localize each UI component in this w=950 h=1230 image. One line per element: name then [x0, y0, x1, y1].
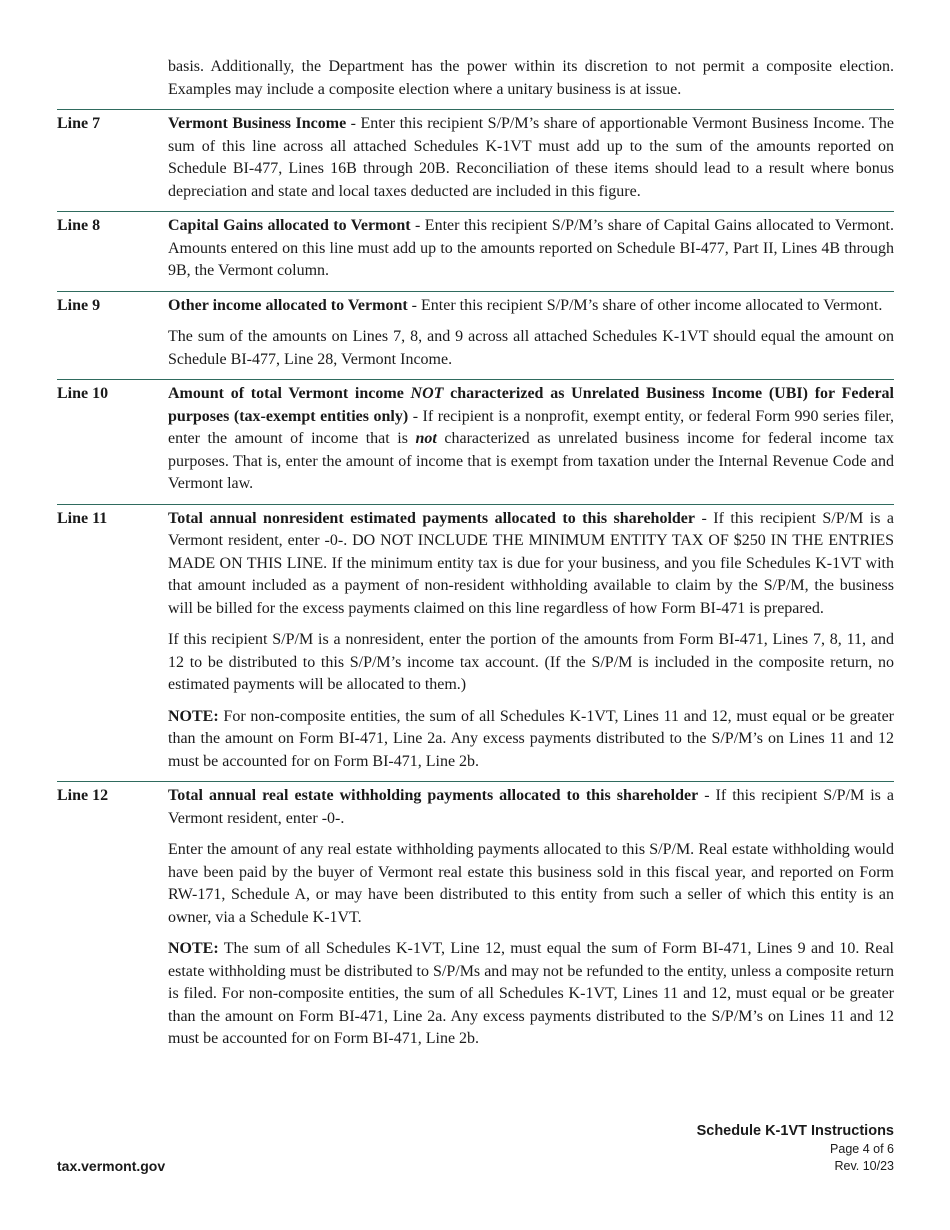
body-text: - Enter this recipient S/P/M’s share of other income allocated to Vermont.	[407, 296, 883, 314]
line-section	[57, 211, 894, 283]
footer-revision: Rev. 10/23	[834, 1159, 894, 1173]
emphasis-text: NOTE:	[168, 707, 219, 725]
line-section	[57, 109, 894, 203]
emphasis-text: not	[415, 430, 437, 447]
line-label: Line 9	[57, 296, 101, 314]
body-text: If this recipient S/P/M is a nonresident, enter the portion of the amounts from Form BI-471, Lines 7, 8, 11, and 12 to be distributed to this S/P/M’s income tax account. (If the S/P/M is included in the composite return, no estimated payments will be allocated to them.)	[168, 631, 894, 693]
body-text: - If this recipient S/P/M is a Vermont resident, enter -0-.	[168, 787, 894, 827]
emphasis-text: characterized as Unrelated Business Income (UBI) for Federal purposes (tax-exempt entities only)	[168, 385, 894, 425]
emphasis-text: Capital Gains allocated to Vermont	[168, 217, 411, 234]
line-paragraph	[168, 326, 894, 371]
emphasis-text: Amount of total Vermont income	[168, 385, 411, 402]
body-text: For non-composite entities, the sum of all Schedules K-1VT, Lines 11 and 12, must equal or be greater than the amount on Form BI-471, Line 2a. Any excess payments distributed to the S/P/M’s on Lines 11 and 12 must be accounted for on Form BI-471, Line 2b.	[168, 707, 894, 770]
line-paragraph	[168, 383, 894, 496]
body-text: Enter the amount of any real estate withholding payments allocated to this S/P/M. Real estate withholding would have been paid by the buyer of Vermont real estate this business sold in this fiscal year, and reported on Form RW-171, Schedule A, or may have been distributed to this entity from such a seller of which this entity is an owner, via a Schedule K-1VT.	[168, 841, 894, 926]
footer-document-info	[697, 1121, 894, 1175]
emphasis-text: Total annual real estate withholding payments allocated to this shareholder	[168, 787, 699, 804]
body-text: The sum of the amounts on Lines 7, 8, and 9 across all attached Schedules K-1VT should equal the amount on Schedule BI-477, Line 28, Vermont Income.	[168, 328, 894, 368]
emphasis-text: Other income allocated to Vermont	[168, 296, 408, 314]
line-paragraph	[168, 839, 894, 929]
emphasis-text: Total annual nonresident estimated payments allocated to this shareholder	[168, 509, 695, 527]
line-paragraph	[168, 706, 894, 774]
body-text: - If recipient is a nonprofit, exempt entity, or federal Form 990 series filer, enter the amount of income that is	[168, 407, 895, 447]
line-description	[168, 383, 894, 496]
line-paragraph	[168, 295, 894, 318]
body-text: The sum of all Schedules K-1VT, Line 12, must equal the sum of Form BI-471, Lines 9 and 10. Real estate withholding must be distributed to S/P/Ms and may not be refunded to the entity, unless a composite return is filed. For non-composite entities, the sum of all Schedules K-1VT, Lines 11 and 12, must equal or be greater than the amount on Form BI-471, Line 2a. Any excess payments distributed to the S/P/M’s on Lines 11 and 12 must be accounted for on Form BI-471, Line 2b.	[168, 940, 894, 1047]
line-description	[168, 295, 894, 372]
line-description	[168, 785, 894, 1051]
line-paragraph	[168, 785, 894, 830]
line-label: Line 12	[57, 787, 109, 804]
body-text: characterized as unrelated business income for federal income tax purposes. That is, enter the amount of income that is exempt from taxation under the Internal Revenue Code and Vermont law.	[168, 430, 894, 492]
line-paragraph	[168, 215, 894, 283]
line-paragraph	[168, 508, 894, 621]
line-paragraph	[168, 113, 894, 203]
line-label: Line 11	[57, 509, 108, 527]
line-description	[168, 508, 894, 774]
line-label: Line 8	[57, 217, 101, 234]
line-description	[168, 113, 894, 203]
line-paragraph	[168, 938, 894, 1051]
line-instructions	[57, 109, 894, 1051]
line-section	[57, 781, 894, 1051]
emphasis-text: Vermont Business Income	[168, 115, 347, 132]
body-text: - Enter this recipient S/P/M’s share of Capital Gains allocated to Vermont. Amounts entered on this line must add up to the amounts reported on Schedule BI-477, Part II, Lines 4B through 9B, the Vermont column.	[168, 217, 895, 279]
body-text: - Enter this recipient S/P/M’s share of apportionable Vermont Business Income. The sum of this line across all attached Schedules K-1VT must add up to the sum of the amounts reported on Schedule BI-477, Lines 16B through 20B. Reconciliation of these items should lead to a result where bonus depreciation and state and local taxes deducted are included in this figure.	[168, 115, 894, 200]
footer-page-number: Page 4 of 6	[830, 1142, 894, 1156]
body-text: - If this recipient S/P/M is a Vermont resident, enter -0-. DO NOT INCLUDE THE MINIMUM ENTITY TAX OF $250 IN THE ENTRIES MADE ON THIS LINE. If the minimum entity tax is due for your business, and you file Schedules K-1VT with that amount included as a payment of non-resident withholding available to claim by the S/P/M, the business will be billed for the excess payments claimed on this line regardless of how Form BI-471 is prepared.	[168, 509, 894, 617]
emphasis-text: NOTE:	[168, 940, 219, 957]
line-section	[57, 379, 894, 496]
footer-title: Schedule K-1VT Instructions	[696, 1123, 894, 1139]
intro-paragraph: basis. Additionally, the Department has the power within its discretion to not permit a composite election. Examples may include a composite election where a unitary business is at issue.	[168, 58, 894, 98]
line-label: Line 7	[57, 115, 101, 132]
instructions-body	[57, 56, 894, 1051]
emphasis-text: NOT	[410, 385, 444, 402]
footer-website: tax.vermont.gov	[57, 1158, 166, 1174]
line-description	[168, 215, 894, 283]
line-section	[57, 504, 894, 774]
line-section	[57, 291, 894, 372]
line-label: Line 10	[57, 385, 109, 402]
line-paragraph	[168, 629, 894, 697]
